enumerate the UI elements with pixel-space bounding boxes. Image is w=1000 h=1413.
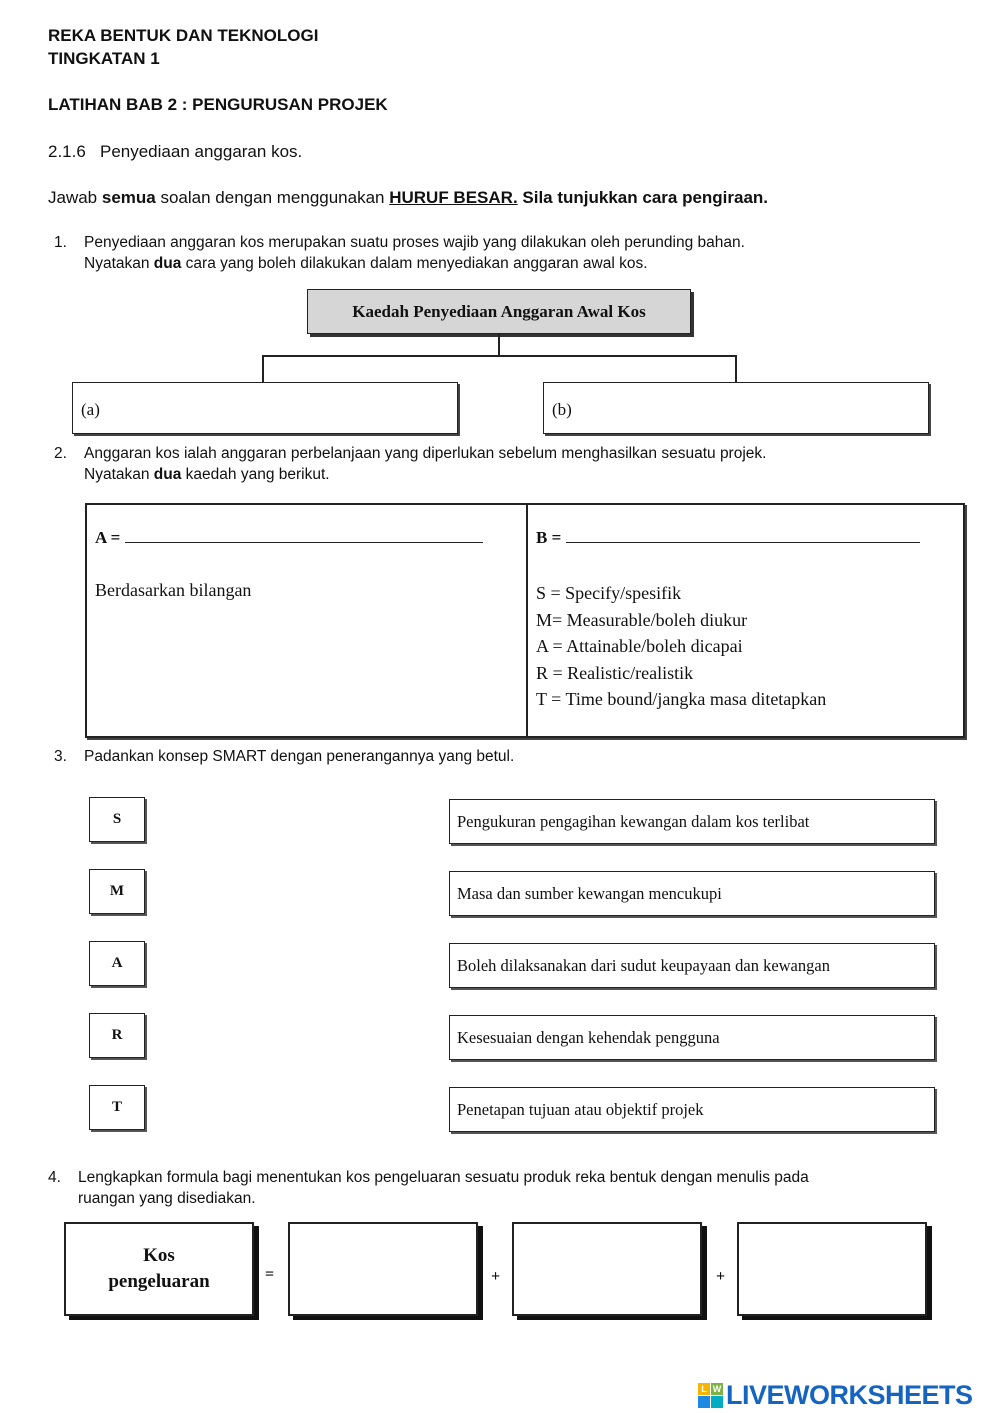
question-4 [48, 1167, 988, 1211]
question-1 [54, 232, 974, 276]
answer-label-a: (a) [81, 400, 100, 419]
answer-box-b[interactable] [543, 382, 929, 434]
question-number: 1. [54, 234, 67, 251]
liveworksheets-logo[interactable] [698, 1380, 973, 1411]
logo-cell [698, 1396, 710, 1408]
smart-list-item: A = Attainable/boleh dicapai [536, 636, 743, 656]
method-table [85, 503, 965, 738]
question-number: 4. [48, 1169, 61, 1186]
formula-input-2[interactable] [512, 1222, 702, 1316]
question-text: Nyatakan dua kaedah yang berikut. [84, 466, 330, 483]
method-a-row: A = [95, 528, 483, 548]
smart-letter-m[interactable]: M [89, 869, 145, 914]
question-3 [54, 746, 974, 768]
question-number: 2. [54, 445, 67, 462]
production-cost-label: pengeluaran [108, 1271, 210, 1292]
connector-line [262, 355, 264, 382]
smart-description[interactable]: Pengukuran pengagihan kewangan dalam kos terlibat [449, 799, 935, 844]
question-text: Anggaran kos ialah anggaran perbelanjaan yang diperlukan sebelum menghasilkan sesuatu projek. [84, 445, 767, 462]
diagram-title-box: Kaedah Penyediaan Anggaran Awal Kos [307, 289, 691, 334]
smart-letter-a[interactable]: A [89, 941, 145, 986]
question-2 [54, 443, 974, 487]
question-text: Lengkapkan formula bagi menentukan kos pengeluaran sesuatu produk reka bentuk dengan menulis pada [78, 1169, 809, 1186]
method-a-text: Berdasarkan bilangan [95, 580, 252, 600]
form-title: TINGKATAN 1 [48, 49, 160, 68]
smart-description[interactable]: Kesesuaian dengan kehendak pengguna [449, 1015, 935, 1060]
question-text: Padankan konsep SMART dengan penerangannya yang betul. [84, 748, 515, 765]
smart-description[interactable]: Boleh dilaksanakan dari sudut keupayaan dan kewangan [449, 943, 935, 988]
answer-label-b: (b) [552, 400, 572, 419]
logo-grid-icon [698, 1383, 723, 1408]
connector-line [262, 355, 736, 357]
brand-name: LIVEWORKSHEETS [726, 1380, 973, 1410]
smart-letter-t[interactable]: T [89, 1085, 145, 1130]
instruction: Jawab semua soalan dengan menggunakan HURUF BESAR. Sila tunjukkan cara pengiraan. [48, 188, 769, 207]
smart-list-item: M= Measurable/boleh diukur [536, 609, 748, 630]
answer-box-a[interactable] [72, 382, 458, 434]
plus-sign: + [716, 1268, 726, 1285]
question-text: ruangan yang disediakan. [78, 1190, 256, 1207]
logo-letter: W [712, 1384, 722, 1394]
connector-line [498, 334, 500, 356]
question-text: Penyediaan anggaran kos merupakan suatu proses wajib yang dilakukan oleh perunding bahan. [84, 234, 745, 251]
connector-line [735, 355, 737, 382]
plus-sign: + [491, 1268, 501, 1285]
smart-list [536, 580, 826, 713]
logo-letter: L [698, 1383, 710, 1395]
production-cost-label: Kos [143, 1245, 175, 1266]
smart-description[interactable]: Masa dan sumber kewangan mencukupi [449, 871, 935, 916]
equals-sign: = [265, 1266, 275, 1283]
logo-cell [711, 1396, 723, 1408]
question-number: 3. [54, 748, 67, 765]
smart-letter-r[interactable]: R [89, 1013, 145, 1058]
smart-description[interactable]: Penetapan tujuan atau objektif projek [449, 1087, 935, 1132]
smart-letter-s[interactable]: S [89, 797, 145, 842]
chapter-title: LATIHAN BAB 2 : PENGURUSAN PROJEK [48, 95, 388, 114]
method-a-blank[interactable] [125, 528, 483, 543]
formula-input-3[interactable] [737, 1222, 927, 1316]
production-cost-box [64, 1222, 254, 1316]
smart-list-item: R = Realistic/realistik [536, 662, 694, 683]
section-title: 2.1.6 Penyediaan anggaran kos. [48, 142, 303, 161]
smart-list-item: S = Specify/spesifik [536, 583, 682, 603]
method-b-blank[interactable] [566, 528, 920, 543]
method-b-row: B = [536, 528, 920, 548]
question-text: Nyatakan dua cara yang boleh dilakukan dalam menyediakan anggaran awal kos. [84, 255, 648, 272]
subject-title: REKA BENTUK DAN TEKNOLOGI [48, 26, 319, 45]
table-divider [526, 505, 528, 736]
smart-list-item: T = Time bound/jangka masa ditetapkan [536, 689, 827, 709]
formula-input-1[interactable] [288, 1222, 478, 1316]
